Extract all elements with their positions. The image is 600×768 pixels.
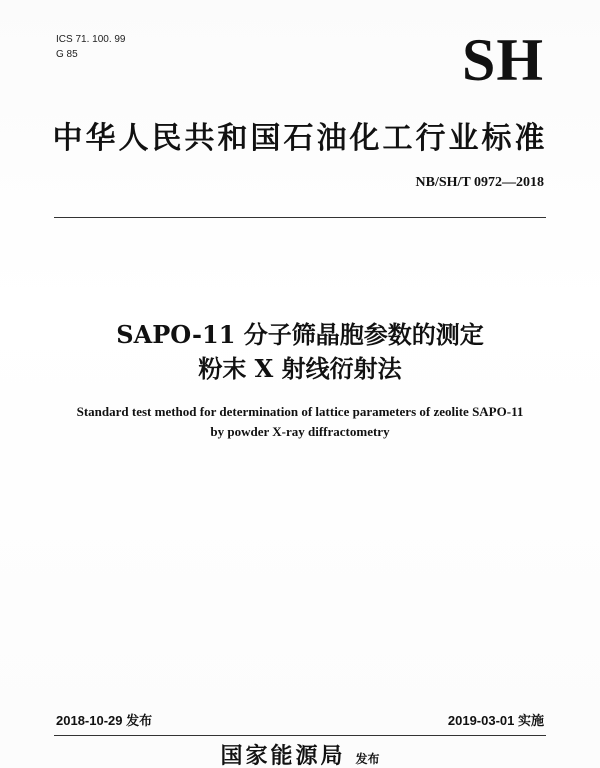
issuing-authority bbox=[0, 742, 600, 768]
classification-codes bbox=[56, 32, 126, 62]
english-title-line-2: by powder X-ray diffractometry bbox=[210, 424, 390, 439]
top-divider bbox=[54, 217, 546, 218]
chinese-title bbox=[0, 318, 600, 386]
standard-number: NB/SH/T 0972—2018 bbox=[415, 175, 544, 190]
bottom-divider bbox=[54, 735, 546, 736]
issuer-organization: 国家能源局 bbox=[220, 744, 346, 768]
english-title bbox=[0, 402, 600, 442]
issuer-verb: 发布 bbox=[355, 752, 380, 766]
english-title-line-1: Standard test method for determination of lattice parameters of zeolite SAPO-11 bbox=[76, 404, 524, 419]
chinese-title-line-1: SAPO-11 分子筛晶胞参数的测定 bbox=[116, 320, 484, 349]
ics-code: ICS 71. 100. 99 bbox=[56, 34, 126, 45]
issue-date: 2018-10-29 发布 bbox=[56, 713, 153, 728]
ccs-code: G 85 bbox=[56, 49, 78, 60]
implementation-date: 2019-03-01 实施 bbox=[447, 713, 544, 728]
chinese-title-line-2: 粉末 X 射线衍射法 bbox=[198, 354, 402, 383]
standard-category-title: 中华人民共和国石油化工行业标准 bbox=[52, 121, 548, 156]
sh-logo: SH bbox=[461, 27, 544, 93]
